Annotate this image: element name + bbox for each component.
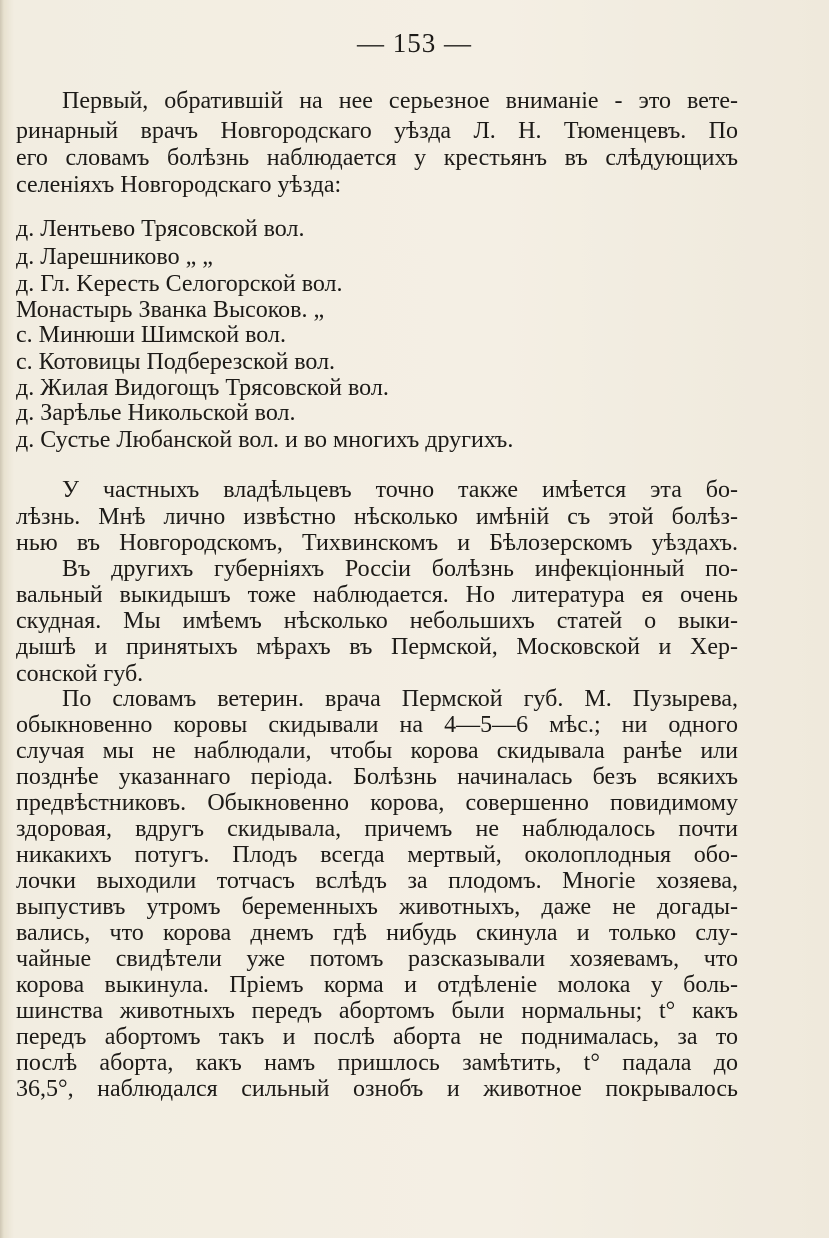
text-line: По словамъ ветерин. врача Пермской губ. М. Пузырева, <box>62 686 738 712</box>
text-line: с. Котовицы Подберезской вол. <box>16 349 336 375</box>
text-line: 36,5°, наблюдался сильный ознобъ и животное покрывалось <box>16 1076 738 1102</box>
text-line: д. Ларешниково „ „ <box>16 244 213 270</box>
text-line: У частныхъ владѣльцевъ точно также имѣется эта бо- <box>62 477 738 503</box>
text-line: выпустивъ утромъ беременныхъ животныхъ, даже не догады- <box>16 894 738 920</box>
text-line: вальный выкидышъ тоже наблюдается. Но литература ея очень <box>16 582 738 608</box>
text-line: здоровая, вдругъ скидывала, причемъ не наблюдалось почти <box>16 816 738 842</box>
text-line: дышѣ и принятыхъ мѣрахъ въ Пермской, Московской и Хер- <box>16 634 738 660</box>
text-line: скудная. Мы имѣемъ нѣсколько небольшихъ статей о выки- <box>16 608 738 634</box>
text-line: чайные свидѣтели уже потомъ разсказывали хозяевамъ, что <box>16 946 738 972</box>
text-line: шинства животныхъ передъ абортомъ были нормальны; t° какъ <box>16 998 738 1024</box>
text-line: послѣ аборта, какъ намъ пришлось замѣтить, t° падала до <box>16 1050 738 1076</box>
text-line: ринарный врачъ Новгородскаго уѣзда Л. Н. Тюменцевъ. По <box>16 118 738 144</box>
text-line: д. Гл. Kересть Селогорской вол. <box>16 271 343 297</box>
text-line: селеніяхъ Новгородскаго уѣзда: <box>16 172 342 198</box>
text-line: его словамъ болѣзнь наблюдается у крестьянъ въ слѣдующихъ <box>16 145 738 171</box>
text-line: никакихъ потугъ. Плодъ всегда мертвый, околоплодныя обо- <box>16 842 738 868</box>
text-line: случая мы не наблюдали, чтобы корова скидывала ранѣе или <box>16 738 738 764</box>
text-line: с. Минюши Шимской вол. <box>16 322 286 348</box>
text-line: корова выкинула. Пріемъ корма и отдѣленіе молока у боль- <box>16 972 738 998</box>
text-line: д. Лентьево Трясовской вол. <box>16 216 305 242</box>
text-line: д. Зарѣлье Никольской вол. <box>16 400 296 426</box>
text-line: позднѣе указаннаго періода. Болѣзнь начиналась безъ всякихъ <box>16 764 738 790</box>
text-line: д. Сустье Любанской вол. и во многихъ другихъ. <box>16 427 514 453</box>
text-line: сонской губ. <box>16 661 144 687</box>
text-line: лѣзнь. Мнѣ лично извѣстно нѣсколько имѣній съ этой болѣз- <box>16 504 738 530</box>
text-line: Первый, обратившій на нее серьезное вниманіе - это вете- <box>62 88 738 114</box>
text-line: Монастырь Званка Высоков. „ <box>16 297 325 323</box>
text-line: предвѣстниковъ. Обыкновенно корова, совершенно повидимому <box>16 790 738 816</box>
text-line: обыкновенно коровы скидывали на 4—5—6 мѣс.; ни одного <box>16 712 738 738</box>
text-line: вались, что корова днемъ гдѣ нибудь скинула и только слу- <box>16 920 738 946</box>
text-line: д. Жилая Видогощъ Трясовской вол. <box>16 375 389 401</box>
text-line: передъ абортомъ такъ и послѣ аборта не поднималась, за то <box>16 1024 738 1050</box>
text-line: лочки выходили тотчасъ вслѣдъ за плодомъ. Многіе хозяева, <box>16 868 738 894</box>
page-number: — 153 — <box>357 28 472 58</box>
text-line: нью въ Новгородскомъ, Тихвинскомъ и Бѣлозерскомъ уѣздахъ. <box>16 530 738 556</box>
text-line: Въ другихъ губерніяхъ Россіи болѣзнь инфекціонный по- <box>62 556 738 582</box>
